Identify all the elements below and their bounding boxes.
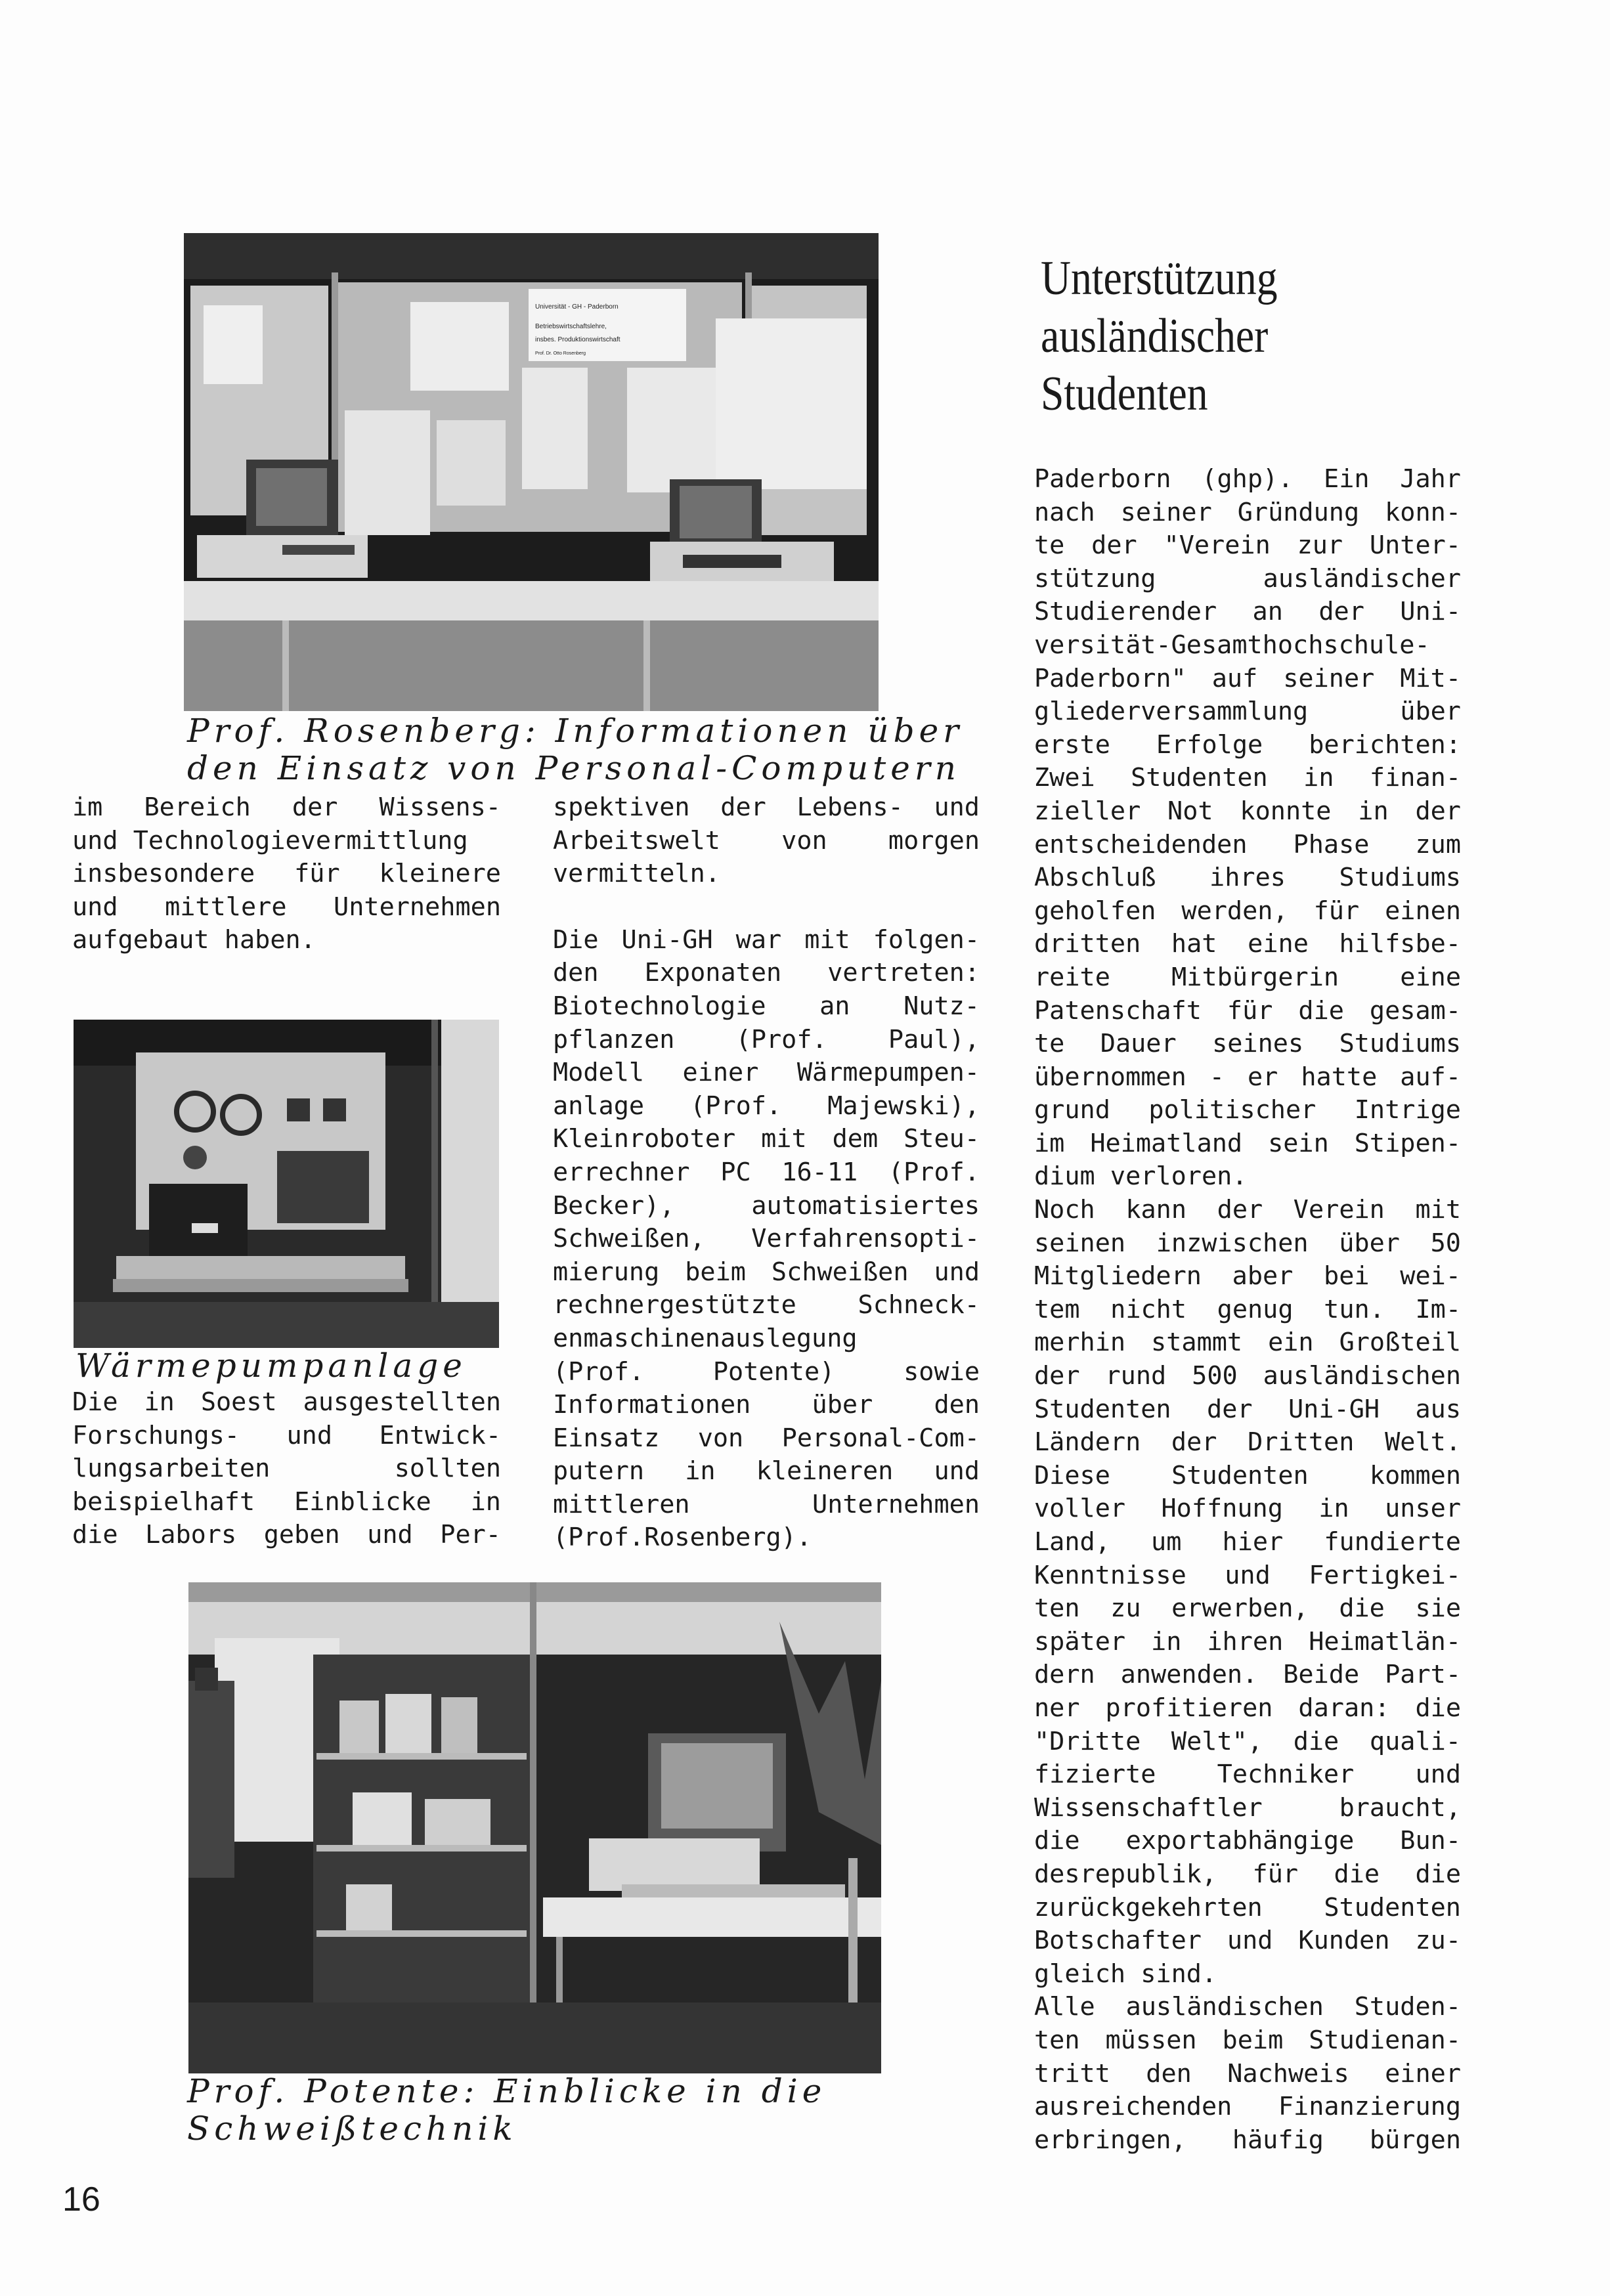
text-line: den Exponaten vertreten: bbox=[553, 958, 980, 988]
article-headline bbox=[1041, 249, 1357, 423]
text-line: voller Hoffnung in unser bbox=[1034, 1494, 1461, 1524]
text-line: aufgebaut haben. bbox=[72, 925, 316, 955]
text-line: Ländern der Dritten Welt. bbox=[1034, 1427, 1461, 1458]
text-line: entscheidenden Phase zum bbox=[1034, 829, 1461, 859]
caption-potente-line-1: Prof. Potente: Einblicke in die bbox=[187, 2072, 827, 2110]
col-right bbox=[1034, 463, 1461, 2157]
text-line: spektiven der Lebens- und bbox=[553, 792, 980, 822]
text-line: Einsatz von Personal-Com- bbox=[553, 1423, 980, 1453]
text-line: Die Uni-GH war mit folgen- bbox=[553, 924, 980, 955]
text-line: gleich sind. bbox=[1034, 1959, 1217, 1989]
text-line: ten zu erwerben, die sie bbox=[1034, 1593, 1461, 1624]
text-line: Alle ausländischen Studen- bbox=[1034, 1992, 1461, 2022]
text-line: Studenten der Uni-GH aus bbox=[1034, 1394, 1461, 1424]
col-left-top bbox=[72, 791, 501, 957]
text-line: Arbeitswelt von morgen bbox=[553, 825, 980, 856]
text-line: später in ihren Heimatlän- bbox=[1034, 1626, 1461, 1657]
text-line: die Labors geben und Per- bbox=[72, 1520, 501, 1550]
col-left-bottom bbox=[72, 1386, 501, 1552]
text-line: ausreichenden Finanzierung bbox=[1034, 2092, 1461, 2122]
caption-potente bbox=[187, 2073, 826, 2148]
text-line: mittleren Unternehmen bbox=[553, 1489, 980, 1519]
text-line: Botschafter und Kunden zu- bbox=[1034, 1926, 1461, 1956]
poster-line-2: Betriebswirtschaftslehre, bbox=[535, 323, 607, 330]
headline-line: Studenten bbox=[1041, 367, 1208, 421]
page-number: 16 bbox=[62, 2180, 100, 2219]
text-line: desrepublik, für die die bbox=[1034, 1859, 1461, 1889]
text-line: te Dauer seines Studiums bbox=[1034, 1029, 1461, 1059]
text-line: rechnergestützte Schneck- bbox=[553, 1290, 980, 1320]
text-line: dritten hat eine hilfsbe- bbox=[1034, 929, 1461, 959]
text-line: im Bereich der Wissens- bbox=[72, 792, 501, 822]
text-line: (Prof. Potente) sowie bbox=[553, 1356, 980, 1387]
caption-heat-pump-line-1: Wärmepumpanlage bbox=[76, 1347, 467, 1385]
text-line: merhin stammt ein Großteil bbox=[1034, 1328, 1461, 1358]
text-line: Becker), automatisiertes bbox=[553, 1190, 980, 1221]
text-line: stützung ausländischer bbox=[1034, 563, 1461, 594]
text-line: erste Erfolge berichten: bbox=[1034, 729, 1461, 760]
caption-rosenberg bbox=[187, 712, 963, 787]
text-line: und Technologievermittlung bbox=[72, 825, 468, 856]
text-line: übernommen - er hatte auf- bbox=[1034, 1062, 1461, 1092]
text-line: die exportabhängige Bun- bbox=[1034, 1826, 1461, 1856]
caption-potente-line-2: Schweißtechnik bbox=[187, 2110, 517, 2148]
text-line: zurückgekehrten Studenten bbox=[1034, 1892, 1461, 1922]
text-line: zieller Not konnte in der bbox=[1034, 796, 1461, 826]
text-line: Paderborn" auf seiner Mit- bbox=[1034, 663, 1461, 693]
caption-rosenberg-line-2: den Einsatz von Personal-Computern bbox=[187, 749, 961, 787]
text-line: errechner PC 16-11 (Prof. bbox=[553, 1157, 980, 1187]
text-line: reite Mitbürgerin eine bbox=[1034, 962, 1461, 992]
text-line: pflanzen (Prof. Paul), bbox=[553, 1024, 980, 1054]
photo-heat-pump bbox=[74, 1020, 499, 1348]
text-line: putern in kleineren und bbox=[553, 1456, 980, 1486]
caption-heat-pump bbox=[76, 1347, 467, 1385]
text-line: Schweißen, Verfahrensopti- bbox=[553, 1224, 980, 1254]
text-line: Die in Soest ausgestellten bbox=[72, 1387, 501, 1417]
text-line: im Heimatland sein Stipen- bbox=[1034, 1128, 1461, 1158]
text-line: Kleinroboter mit dem Steu- bbox=[553, 1124, 980, 1154]
text-line: der rund 500 ausländischen bbox=[1034, 1361, 1461, 1391]
text-line: Mitgliedern aber bei wei- bbox=[1034, 1261, 1461, 1291]
text-line: enmaschinenauslegung bbox=[553, 1323, 858, 1353]
text-line: ten müssen beim Studienan- bbox=[1034, 2025, 1461, 2055]
text-line: lungsarbeiten sollten bbox=[72, 1454, 501, 1484]
text-line: insbesondere für kleinere bbox=[72, 859, 501, 889]
text-line: Diese Studenten kommen bbox=[1034, 1460, 1461, 1490]
text-line: versität-Gesamthochschule- bbox=[1034, 630, 1430, 660]
text-line: beispielhaft Einblicke in bbox=[72, 1486, 501, 1517]
text-line: te der "Verein zur Unter- bbox=[1034, 531, 1461, 561]
text-line: Noch kann der Verein mit bbox=[1034, 1195, 1461, 1225]
text-line: erbringen, häufig bürgen bbox=[1034, 2125, 1461, 2155]
text-line: seinen inzwischen über 50 bbox=[1034, 1228, 1461, 1258]
text-line: und mittlere Unternehmen bbox=[72, 892, 501, 922]
text-line: Forschungs- und Entwick- bbox=[72, 1420, 501, 1450]
poster-line-4: Prof. Dr. Otto Rosenberg bbox=[535, 351, 586, 356]
text-line: gliederversammlung über bbox=[1034, 697, 1461, 727]
caption-rosenberg-line-1: Prof. Rosenberg: Informationen über bbox=[187, 712, 964, 750]
text-line: Land, um hier fundierte bbox=[1034, 1527, 1461, 1557]
text-line: Kenntnisse und Fertigkei- bbox=[1034, 1560, 1461, 1590]
text-line: fizierte Techniker und bbox=[1034, 1760, 1461, 1790]
text-line: anlage (Prof. Majewski), bbox=[553, 1091, 980, 1121]
text-line: Studierender an der Uni- bbox=[1034, 597, 1461, 627]
photo-potente-exhibit bbox=[188, 1582, 881, 2073]
text-line: dern anwenden. Beide Part- bbox=[1034, 1660, 1461, 1690]
text-line: Patenschaft für die gesam- bbox=[1034, 995, 1461, 1026]
text-line: grund politischer Intrige bbox=[1034, 1095, 1461, 1125]
text-line: geholfen werden, für einen bbox=[1034, 896, 1461, 926]
text-line: Modell einer Wärmepumpen- bbox=[553, 1058, 980, 1088]
text-line: Biotechnologie an Nutz- bbox=[553, 991, 980, 1021]
col-middle bbox=[553, 791, 980, 1555]
text-line: mierung beim Schweißen und bbox=[553, 1257, 980, 1287]
text-line: Abschluß ihres Studiums bbox=[1034, 863, 1461, 893]
text-line: tem nicht genug tun. Im- bbox=[1034, 1294, 1461, 1324]
text-line: Wissenschaftler braucht, bbox=[1034, 1792, 1461, 1823]
text-line: nach seiner Gründung konn- bbox=[1034, 497, 1461, 527]
photo-rosenberg-exhibit bbox=[184, 233, 879, 711]
text-line: "Dritte Welt", die quali- bbox=[1034, 1726, 1461, 1756]
text-line: vermitteln. bbox=[553, 859, 720, 889]
headline-line: Unterstützung bbox=[1041, 251, 1278, 305]
headline-line: ausländischer bbox=[1041, 309, 1269, 363]
text-line: Informationen über den bbox=[553, 1390, 980, 1420]
text-line: dium verloren. bbox=[1034, 1161, 1248, 1192]
poster-line-1: Universität - GH - Paderborn bbox=[535, 303, 619, 311]
text-line: ner profitieren daran: die bbox=[1034, 1693, 1461, 1723]
text-line: Paderborn (ghp). Ein Jahr bbox=[1034, 464, 1461, 494]
text-line: tritt den Nachweis einer bbox=[1034, 2058, 1461, 2089]
poster-line-3: insbes. Produktionswirtschaft bbox=[535, 336, 620, 343]
text-line: (Prof.Rosenberg). bbox=[553, 1523, 812, 1553]
text-line: Zwei Studenten in finan- bbox=[1034, 763, 1461, 793]
